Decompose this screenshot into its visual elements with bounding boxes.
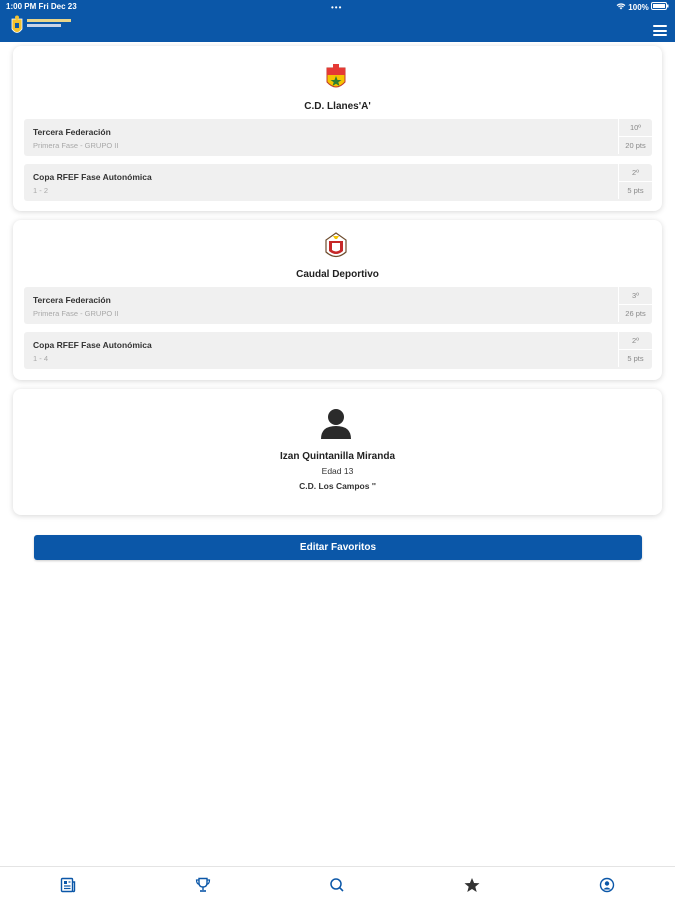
- favorite-team-card[interactable]: [13, 220, 662, 380]
- competition-row[interactable]: [24, 164, 652, 201]
- competition-phase: Primera Fase - GRUPO II: [33, 309, 119, 318]
- search-icon: [327, 875, 347, 895]
- standing-position: 2º: [618, 332, 652, 350]
- person-avatar-icon: [319, 407, 353, 439]
- news-icon: [58, 875, 78, 895]
- tab-news[interactable]: [58, 875, 78, 895]
- competition-row[interactable]: [24, 119, 652, 156]
- caudal-crest-icon: [324, 232, 348, 262]
- federation-logo-text: [27, 19, 71, 31]
- competition-row[interactable]: [24, 287, 652, 324]
- competition-phase: Primera Fase - GRUPO II: [33, 141, 119, 150]
- player-age: Edad 13: [321, 466, 354, 476]
- edit-favorites-button[interactable]: Editar Favoritos: [34, 535, 642, 560]
- federation-crest-icon[interactable]: [10, 15, 24, 37]
- competition-phase: 1 - 4: [33, 354, 49, 363]
- user-circle-icon: [597, 875, 617, 895]
- favorite-player-card[interactable]: [13, 389, 662, 515]
- tab-competitions[interactable]: [193, 875, 213, 895]
- standing-position: 2º: [618, 164, 652, 182]
- competition-name: Copa RFEF Fase Autonómica: [33, 340, 152, 350]
- tab-search[interactable]: [327, 875, 347, 895]
- top-bar: [0, 0, 675, 42]
- wifi-icon: [616, 3, 628, 12]
- tab-favorites[interactable]: [462, 875, 482, 895]
- favorite-team-card[interactable]: [13, 46, 662, 211]
- llanes-crest-icon: [324, 63, 348, 93]
- standing-points: 20 pts: [618, 137, 652, 154]
- battery-label: 100%: [628, 3, 649, 12]
- competition-phase: 1 - 2: [33, 186, 49, 195]
- team-name: C.D. Llanes'A': [304, 101, 371, 112]
- battery-icon: [651, 3, 669, 12]
- hamburger-menu-icon[interactable]: [653, 25, 667, 36]
- standing-points: 5 pts: [618, 350, 652, 367]
- star-icon: [462, 875, 482, 895]
- competition-name: Tercera Federación: [33, 295, 111, 305]
- competition-name: Copa RFEF Fase Autonómica: [33, 172, 152, 182]
- tab-profile[interactable]: [597, 875, 617, 895]
- competition-name: Tercera Federación: [33, 127, 111, 137]
- standing-position: 10º: [618, 119, 652, 137]
- multitask-dots[interactable]: •••: [331, 3, 343, 12]
- team-name: Caudal Deportivo: [296, 269, 379, 280]
- status-time-date: 1:00 PM Fri Dec 23: [6, 2, 77, 11]
- status-battery: [616, 2, 669, 14]
- player-club: C.D. Los Campos '': [299, 481, 376, 491]
- standing-points: 5 pts: [618, 182, 652, 199]
- bottom-tab-bar: [0, 866, 675, 900]
- standing-position: 3º: [618, 287, 652, 305]
- standing-points: 26 pts: [618, 305, 652, 322]
- player-name: Izan Quintanilla Miranda: [279, 451, 395, 462]
- trophy-icon: [193, 875, 213, 895]
- competition-row[interactable]: [24, 332, 652, 369]
